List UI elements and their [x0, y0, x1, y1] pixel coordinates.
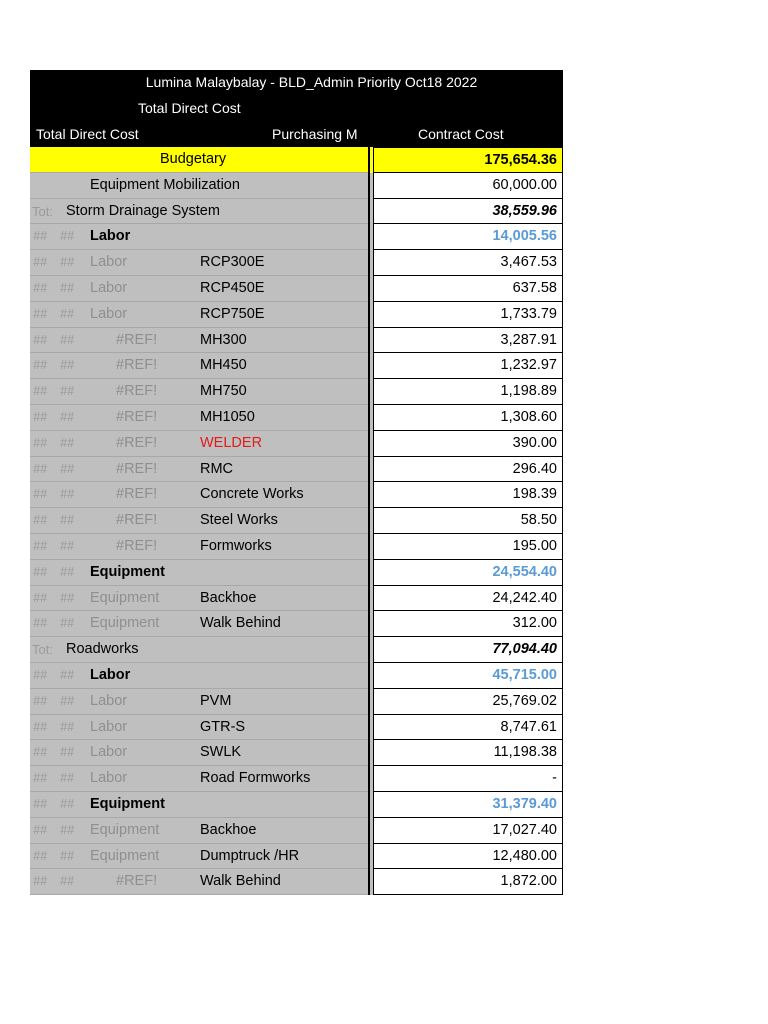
table-row[interactable] — [30, 766, 563, 792]
budgetary-value[interactable]: 175,654.36 — [373, 147, 563, 173]
ref-error: #REF! — [116, 537, 158, 554]
overflow-marker: ## — [60, 667, 74, 682]
ref-error: #REF! — [116, 873, 158, 890]
item-label: RCP300E — [200, 254, 265, 271]
table-row[interactable] — [30, 715, 563, 741]
item-label: Backhoe — [200, 821, 257, 838]
contract-cost-cell[interactable]: 1,733.79 — [373, 302, 563, 328]
overflow-marker: ## — [60, 538, 74, 553]
item-label: WELDER — [200, 434, 263, 451]
category-label: Labor — [90, 770, 128, 787]
category-label: Equipment — [90, 589, 160, 606]
overflow-marker: ## — [60, 409, 74, 424]
contract-cost-cell[interactable]: 1,232.97 — [373, 353, 563, 379]
contract-cost-cell[interactable]: 312.00 — [373, 611, 563, 637]
table-row[interactable] — [30, 586, 563, 612]
ref-error: #REF! — [116, 331, 158, 348]
total-marker: Tot: — [32, 642, 53, 658]
item-label: Concrete Works — [200, 486, 304, 503]
column-header-purchasing: Purchasing M — [272, 126, 358, 142]
overflow-marker: ## — [60, 745, 74, 760]
table-row[interactable] — [30, 457, 563, 483]
category-label: Labor — [90, 718, 128, 735]
table-row[interactable] — [30, 508, 563, 534]
overflow-marker: ## — [33, 435, 47, 450]
table-row[interactable] — [30, 302, 563, 328]
ref-error: #REF! — [116, 486, 158, 503]
overflow-marker: ## — [33, 332, 47, 347]
contract-cost-cell[interactable]: 24,242.40 — [373, 586, 563, 612]
contract-cost-cell[interactable]: 77,094.40 — [373, 637, 563, 663]
total-marker: Tot: — [32, 203, 53, 219]
column-headers — [30, 121, 563, 147]
table-row[interactable] — [30, 637, 563, 663]
category-label: Equipment — [90, 821, 160, 838]
overflow-marker: ## — [60, 796, 74, 811]
category-label: Equipment — [90, 847, 160, 864]
overflow-marker: ## — [33, 745, 47, 760]
table-row[interactable] — [30, 328, 563, 354]
ref-error: #REF! — [116, 460, 158, 477]
sheet-header — [30, 70, 563, 147]
contract-cost-cell[interactable]: 3,467.53 — [373, 250, 563, 276]
ref-error: #REF! — [116, 434, 158, 451]
overflow-marker: ## — [60, 771, 74, 786]
overflow-marker: ## — [60, 693, 74, 708]
overflow-marker: ## — [33, 461, 47, 476]
overflow-marker: ## — [33, 693, 47, 708]
overflow-marker: ## — [60, 564, 74, 579]
table-row[interactable] — [30, 224, 563, 250]
overflow-marker: ## — [60, 229, 74, 244]
overflow-marker: ## — [60, 616, 74, 631]
item-label: MH750 — [200, 383, 247, 400]
item-label: Dumptruck /HR — [200, 847, 300, 864]
contract-cost-cell[interactable]: 1,872.00 — [373, 869, 563, 895]
subgroup-label: Labor — [90, 228, 131, 245]
overflow-marker: ## — [33, 616, 47, 631]
table-row[interactable] — [30, 689, 563, 715]
group-label: Roadworks — [66, 641, 139, 658]
subgroup-label: Labor — [90, 666, 131, 683]
contract-cost-cell[interactable]: 3,287.91 — [373, 328, 563, 354]
group-label: Storm Drainage System — [66, 202, 220, 219]
overflow-marker: ## — [60, 332, 74, 347]
overflow-marker: ## — [33, 229, 47, 244]
item-label: RCP450E — [200, 279, 265, 296]
ref-error: #REF! — [116, 512, 158, 529]
contract-cost-cell[interactable]: 45,715.00 — [373, 663, 563, 689]
cost-sheet — [30, 70, 563, 895]
table-row[interactable] — [30, 560, 563, 586]
table-row[interactable] — [30, 663, 563, 689]
contract-cost-cell[interactable]: 296.40 — [373, 457, 563, 483]
overflow-marker: ## — [60, 822, 74, 837]
overflow-marker: ## — [33, 796, 47, 811]
item-label: Road Formworks — [200, 770, 311, 787]
table-row[interactable] — [30, 611, 563, 637]
overflow-marker: ## — [33, 255, 47, 270]
category-label: Labor — [90, 279, 128, 296]
contract-cost-cell[interactable]: 1,308.60 — [373, 405, 563, 431]
ref-error: #REF! — [116, 408, 158, 425]
item-label: Equipment Mobilization — [90, 176, 240, 193]
item-label: RCP750E — [200, 305, 265, 322]
overflow-marker: ## — [60, 590, 74, 605]
contract-cost-cell[interactable]: 17,027.40 — [373, 818, 563, 844]
table-row[interactable] — [30, 431, 563, 457]
contract-cost-cell[interactable]: 1,198.89 — [373, 379, 563, 405]
overflow-marker: ## — [33, 358, 47, 373]
contract-cost-cell[interactable]: 637.58 — [373, 276, 563, 302]
contract-cost-cell[interactable]: 8,747.61 — [373, 715, 563, 741]
table-row[interactable] — [30, 792, 563, 818]
overflow-marker: ## — [33, 384, 47, 399]
table-row[interactable] — [30, 173, 563, 199]
item-label: Steel Works — [200, 512, 278, 529]
overflow-marker: ## — [33, 538, 47, 553]
budgetary-row[interactable] — [30, 147, 563, 173]
budgetary-label: Budgetary — [160, 151, 227, 167]
item-label: MH1050 — [200, 408, 255, 425]
overflow-marker: ## — [33, 771, 47, 786]
overflow-marker: ## — [33, 513, 47, 528]
overflow-marker: ## — [33, 719, 47, 734]
overflow-marker: ## — [60, 384, 74, 399]
contract-cost-cell[interactable]: 31,379.40 — [373, 792, 563, 818]
overflow-marker: ## — [33, 822, 47, 837]
subgroup-label: Equipment — [90, 795, 165, 812]
cost-rows — [30, 173, 563, 895]
contract-cost-cell[interactable]: 390.00 — [373, 431, 563, 457]
overflow-marker: ## — [60, 358, 74, 373]
subgroup-label: Equipment — [90, 563, 165, 580]
category-label: Labor — [90, 305, 128, 322]
overflow-marker: ## — [60, 435, 74, 450]
contract-cost-cell[interactable]: 24,554.40 — [373, 560, 563, 586]
overflow-marker: ## — [60, 874, 74, 889]
item-label: RMC — [200, 460, 234, 477]
category-label: Labor — [90, 744, 128, 761]
overflow-marker: ## — [60, 255, 74, 270]
item-label: PVM — [200, 692, 232, 709]
contract-cost-cell[interactable]: 14,005.56 — [373, 224, 563, 250]
overflow-marker: ## — [60, 461, 74, 476]
category-label: Equipment — [90, 615, 160, 632]
overflow-marker: ## — [33, 564, 47, 579]
table-row[interactable] — [30, 276, 563, 302]
category-label: Labor — [90, 254, 128, 271]
ref-error: #REF! — [116, 383, 158, 400]
overflow-marker: ## — [33, 667, 47, 682]
contract-cost-cell[interactable]: 25,769.02 — [373, 689, 563, 715]
contract-cost-cell[interactable]: 60,000.00 — [373, 173, 563, 199]
item-label: Formworks — [200, 537, 272, 554]
item-label: Backhoe — [200, 589, 257, 606]
contract-cost-cell[interactable]: 58.50 — [373, 508, 563, 534]
table-row[interactable] — [30, 199, 563, 225]
item-label: Walk Behind — [200, 873, 281, 890]
contract-cost-cell[interactable]: 12,480.00 — [373, 844, 563, 870]
ref-error: #REF! — [116, 357, 158, 374]
overflow-marker: ## — [60, 719, 74, 734]
item-label: MH300 — [200, 331, 247, 348]
sheet-title: Lumina Malaybalay - BLD_Admin Priority Oct18 2022 — [145, 74, 478, 90]
item-label: GTR-S — [200, 718, 246, 735]
overflow-marker: ## — [60, 487, 74, 502]
column-header-total: Total Direct Cost — [36, 126, 139, 142]
item-label: MH450 — [200, 357, 247, 374]
table-row[interactable] — [30, 740, 563, 766]
table-row[interactable] — [30, 379, 563, 405]
overflow-marker: ## — [60, 513, 74, 528]
table-row[interactable] — [30, 250, 563, 276]
overflow-marker: ## — [60, 306, 74, 321]
table-row[interactable] — [30, 482, 563, 508]
overflow-marker: ## — [33, 848, 47, 863]
overflow-marker: ## — [33, 590, 47, 605]
item-label: SWLK — [200, 744, 242, 761]
table-row[interactable] — [30, 818, 563, 844]
contract-cost-cell[interactable]: 11,198.38 — [373, 740, 563, 766]
table-row[interactable] — [30, 869, 563, 895]
overflow-marker: ## — [33, 487, 47, 502]
contract-cost-cell[interactable]: 198.39 — [373, 482, 563, 508]
contract-cost-cell[interactable]: 195.00 — [373, 534, 563, 560]
column-header-contract-cost: Contract Cost — [418, 126, 504, 142]
sheet-subtitle: Total Direct Cost — [138, 100, 241, 116]
table-row[interactable] — [30, 353, 563, 379]
overflow-marker: ## — [60, 848, 74, 863]
item-label: Walk Behind — [200, 615, 281, 632]
table-row[interactable] — [30, 844, 563, 870]
overflow-marker: ## — [33, 306, 47, 321]
overflow-marker: ## — [60, 280, 74, 295]
table-row[interactable] — [30, 534, 563, 560]
overflow-marker: ## — [33, 874, 47, 889]
table-row[interactable] — [30, 405, 563, 431]
contract-cost-cell[interactable]: 38,559.96 — [373, 199, 563, 225]
overflow-marker: ## — [33, 409, 47, 424]
category-label: Labor — [90, 692, 128, 709]
contract-cost-cell[interactable]: - — [373, 766, 563, 792]
overflow-marker: ## — [33, 280, 47, 295]
